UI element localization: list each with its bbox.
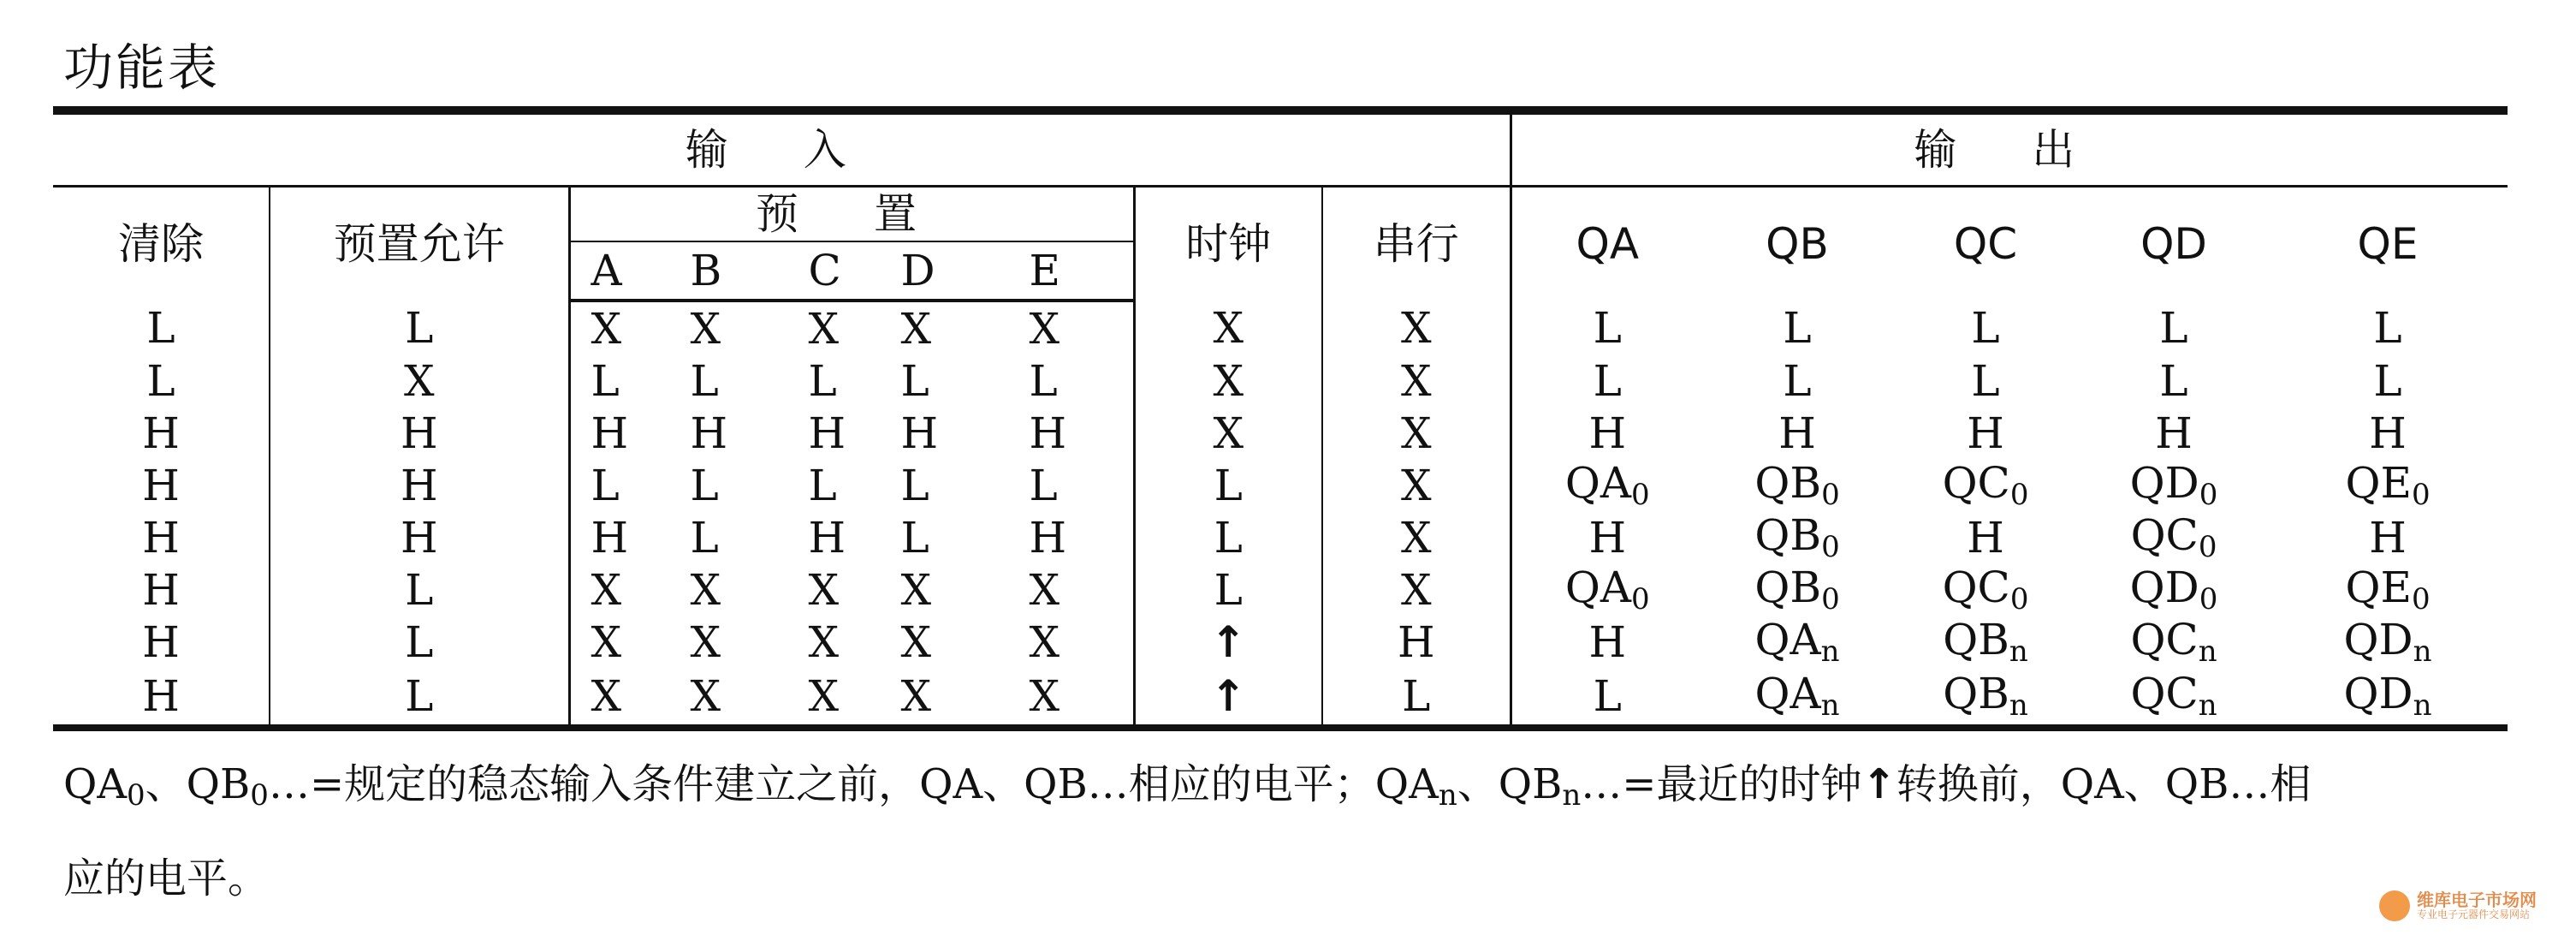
bit-d-cell: X [900,671,932,721]
out-qc-cell: L [1971,302,2000,353]
table-row [53,407,2508,459]
bit-b-cell: X [690,616,721,667]
clock-cell: ↑ [1134,668,1322,728]
preset-bits-cell [569,301,1134,354]
clear-cell: H [53,668,270,728]
bit-c-cell: H [808,512,846,563]
bit-e-cell: L [1029,460,1058,510]
watermark-logo [2379,890,2537,921]
bit-b-cell: X [690,303,721,354]
serial-cell: X [1322,459,1511,511]
bit-d-cell: L [900,512,929,563]
out-qc-cell: $QC_0$ [1942,562,2029,616]
serial-header: 串行 [1322,187,1511,301]
out-qd-cell: $QC_n$ [2130,614,2217,669]
out-qa-cell: H [1511,407,1703,459]
footnote-line-2: 应的电平。 [63,855,270,902]
out-qa-header: QA [1511,187,1703,301]
out-qb-cell: $QB_0$ [1754,509,1840,564]
bit-d-cell: X [900,303,932,354]
out-qa-cell: $QA_0$ [1511,563,1703,616]
preset-enable-cell: X [270,354,569,407]
clock-cell: L [1134,563,1322,616]
bit-d-cell: H [900,408,939,458]
preset-enable-cell: H [270,459,569,511]
bit-c-cell: X [808,671,840,721]
table-row [53,354,2508,407]
bit-a-cell: H [591,408,629,458]
table-row [53,616,2508,668]
serial-cell: X [1322,354,1511,407]
out-qd-cell: $QD_0$ [2129,562,2218,616]
bit-e-cell: L [1029,355,1058,406]
out-qc-cell: $QB_n$ [1891,668,2080,728]
preset-bits-cell [569,563,1134,616]
outputs-header: 输 出 [1511,110,2508,187]
out-qb-cell: $QB_0$ [1754,562,1840,616]
bit-b-cell: L [690,460,719,510]
out-qe-cell: $QD_n$ [2268,668,2508,728]
out-qd-cell: L [2159,355,2188,406]
clock-cell: X [1134,354,1322,407]
out-qa-cell: L [1511,668,1703,728]
bit-c-cell: L [808,355,837,406]
preset-enable-cell: L [270,668,569,728]
footnote-line-1 [63,760,2312,813]
table-row [53,668,2508,728]
clear-cell: L [146,355,175,406]
clear-cell: H [142,564,180,615]
footnote-segment: 0 [250,778,269,813]
clear-cell: L [146,302,175,353]
out-qd-header: QD [2140,219,2207,269]
preset-enable-cell: L [270,616,569,668]
bit-a-cell: X [591,616,622,667]
bit-e-cell: X [1029,671,1060,721]
function-table [53,106,2508,740]
watermark-line2: 专业电子元器件交易网站 [2417,908,2531,921]
out-qe-cell: H [2369,512,2407,563]
bit-c-cell: X [808,616,840,667]
preset-enable-cell: H [270,407,569,459]
truth-table [53,106,2508,731]
clock-cell: X [1134,301,1322,354]
out-qa-cell: L [1511,354,1703,407]
out-qe-cell: L [2373,302,2402,353]
bit-e-cell: X [1029,303,1060,354]
bit-c-cell: X [808,564,840,615]
clear-cell: H [142,512,180,563]
bit-a-cell: L [591,460,620,510]
bit-b-cell: H [690,408,728,458]
watermark-line1: 电子市场网 [2451,890,2537,911]
bit-b-header: B [690,246,722,295]
bit-d-header: D [900,246,935,295]
serial-cell: L [1322,668,1511,728]
out-qb-cell: $QA_n$ [1703,668,1891,728]
bit-a-cell: X [591,303,622,354]
preset-enable-cell: L [270,563,569,616]
bit-c-header: C [808,246,841,295]
bit-b-cell: X [690,564,721,615]
bit-c-cell: L [808,460,837,510]
bit-c-cell: X [808,303,840,354]
bit-e-header: E [1029,246,1060,295]
out-qa-cell: H [1511,511,1703,563]
out-qd-cell: $QC_0$ [2130,509,2217,564]
clear-header: 清除 [118,219,204,269]
out-qa-cell: $QA_0$ [1511,459,1703,511]
bit-e-cell: H [1029,408,1067,458]
out-qc-cell: L [1971,355,2000,406]
out-qd-cell: $QC_n$ [2080,668,2268,728]
serial-cell: X [1322,563,1511,616]
footnote-segment: 转换前，QA、QB…相 [1896,760,2312,808]
footnote-segment: QA [63,760,128,808]
out-qc-cell: H [1967,512,2004,563]
footnote-segment: n [1438,778,1457,813]
preset-bits-cell [569,459,1134,511]
out-qb-cell: L [1783,355,1812,406]
bit-c-cell: H [808,408,846,458]
serial-cell: X [1322,407,1511,459]
bit-a-cell: L [591,355,620,406]
table-row [53,301,2508,354]
watermark-brand: 维库 [2417,890,2451,911]
preset-enable-cell: L [270,301,569,354]
clear-cell: H [142,616,180,667]
footnote-segment: 、QB [145,760,251,808]
footnote-segment: ↑ [1861,760,1896,808]
out-qd-cell: H [2155,408,2193,458]
preset-bits-cell [569,407,1134,459]
serial-cell: H [1322,616,1511,668]
preset-bits-header [569,241,1134,301]
out-qe-cell: $QD_n$ [2343,614,2432,669]
preset-bits-cell [569,354,1134,407]
bit-a-cell: X [591,671,622,721]
inputs-header: 输 入 [53,110,1511,187]
footnote-segment: 、QB [1457,760,1563,808]
out-qe-cell: $QE_0$ [2345,562,2431,616]
bit-a-header: A [591,246,622,295]
clock-cell: X [1134,407,1322,459]
out-qe-cell: $QE_0$ [2345,457,2431,512]
table-row [53,511,2508,563]
clear-cell: H [142,408,180,458]
page-title: 功能表 [63,39,221,97]
bit-a-cell: X [591,564,622,615]
bit-b-cell: X [690,671,721,721]
clear-cell: H [142,460,180,510]
out-qd-cell: L [2159,302,2188,353]
bit-d-cell: L [900,355,929,406]
table-row [53,459,2508,511]
out-qc-cell: $QC_0$ [1942,457,2029,512]
logo-icon [2379,890,2410,921]
out-qe-cell: H [2369,408,2407,458]
clock-cell: L [1134,511,1322,563]
footnote-segment: 0 [127,778,145,813]
out-qb-cell: H [1778,408,1816,458]
bit-e-cell: H [1029,512,1067,563]
preset-enable-cell: H [270,511,569,563]
clock-cell: ↑ [1134,616,1322,668]
out-qb-cell: $QB_0$ [1754,457,1840,512]
out-qa-cell: L [1511,301,1703,354]
table-row [53,563,2508,616]
out-qa-cell: H [1511,616,1703,668]
out-qc-cell: H [1967,408,2004,458]
out-qe-header: QE [2357,219,2419,269]
clock-cell: L [1134,459,1322,511]
preset-bits-cell [569,668,1134,728]
bit-b-cell: L [690,512,719,563]
out-qb-cell: $QA_n$ [1754,614,1840,669]
bit-d-cell: X [900,564,932,615]
out-qc-header: QC [1953,219,2018,269]
preset-bits-cell [569,511,1134,563]
serial-cell: X [1322,301,1511,354]
out-qb-cell: L [1783,302,1812,353]
preset-bits-cell [569,616,1134,668]
footnote-segment: …=最近的时钟 [1581,760,1862,808]
preset-header: 预 置 [569,187,1134,242]
bit-e-cell: X [1029,564,1060,615]
out-qe-cell: L [2373,355,2402,406]
clock-header: 时钟 [1134,187,1322,301]
footnote-segment: n [1562,778,1582,813]
bit-b-cell: L [690,355,719,406]
footnote-segment: …=规定的稳态输入条件建立之前，QA、QB…相应的电平；QA [268,760,1439,808]
bit-d-cell: X [900,616,932,667]
bit-a-cell: H [591,512,629,563]
out-qd-cell: $QD_0$ [2129,457,2218,512]
bit-d-cell: L [900,460,929,510]
serial-cell: X [1322,511,1511,563]
out-qc-cell: $QB_n$ [1943,614,2028,669]
bit-e-cell: X [1029,616,1060,667]
preset-enable-header: 预置允许 [270,187,569,301]
out-qb-header: QB [1766,219,1829,269]
